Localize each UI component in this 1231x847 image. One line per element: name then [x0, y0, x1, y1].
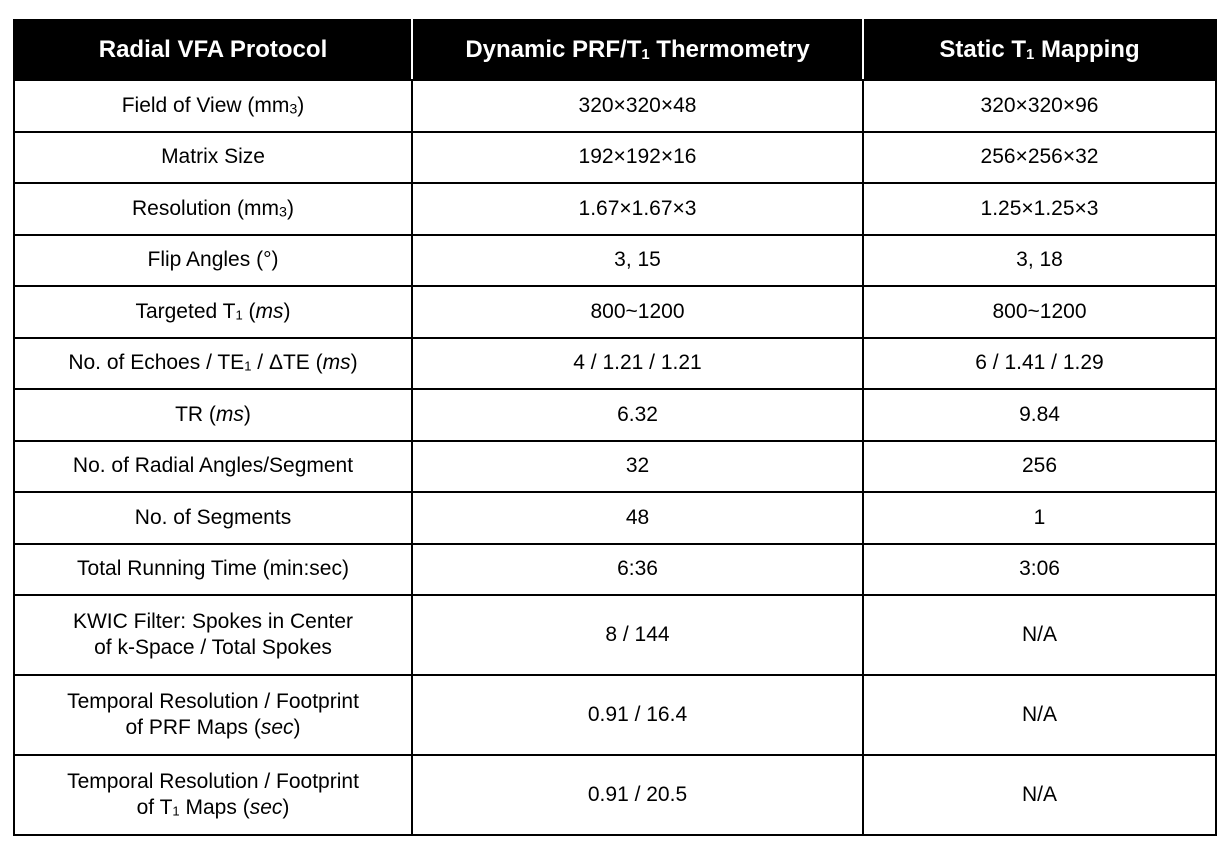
row-label: [14, 675, 412, 755]
label-line-1: KWIC Filter: Spokes in Center: [72, 609, 354, 633]
static-value: 320×320×96: [863, 80, 1216, 132]
label-text: TR (: [175, 402, 216, 426]
static-value: 256×256×32: [863, 132, 1216, 184]
static-value: 256: [863, 441, 1216, 493]
header-dynamic: [412, 20, 863, 80]
label-line-2: [21, 795, 405, 821]
static-value: 6 / 1.41 / 1.29: [863, 338, 1216, 390]
label-text: Resolution (mm: [132, 196, 280, 220]
table-row: [14, 80, 1216, 132]
label-text: ): [293, 716, 301, 739]
row-label: [14, 595, 412, 675]
label-italic-unit: ms: [322, 351, 351, 375]
static-value: N/A: [863, 675, 1216, 755]
table-row: [14, 675, 1216, 755]
label-text: ): [243, 402, 251, 426]
table-row: [14, 132, 1216, 184]
static-value: 800~1200: [863, 286, 1216, 338]
label-text: No. of Echoes / TE: [68, 351, 245, 375]
static-value: 3, 18: [863, 235, 1216, 287]
label-text: ): [283, 299, 291, 323]
label-text: Total Running Time (min:sec): [77, 557, 349, 581]
header-dynamic-pre: Dynamic PRF/T: [465, 36, 642, 63]
dynamic-value: 800~1200: [412, 286, 863, 338]
row-label: [14, 492, 412, 544]
label-text: of PRF Maps (: [125, 716, 261, 739]
table-row: [14, 286, 1216, 338]
dynamic-value: 6:36: [412, 544, 863, 596]
table-row: [14, 755, 1216, 835]
label-text: Maps (: [179, 796, 250, 819]
label-text: Matrix Size: [161, 145, 265, 169]
label-italic-unit: ms: [255, 299, 284, 323]
label-text: Field of View (mm: [121, 93, 290, 117]
table-row: [14, 492, 1216, 544]
static-value: 1: [863, 492, 1216, 544]
header-protocol-text: Radial VFA Protocol: [98, 36, 328, 63]
row-label: [14, 286, 412, 338]
dynamic-value: 8 / 144: [412, 595, 863, 675]
label-line-2: [21, 715, 405, 741]
label-text: No. of Radial Angles/Segment: [72, 454, 354, 478]
header-dynamic-post: Thermometry: [649, 36, 810, 63]
row-label: [14, 338, 412, 390]
header-row: [14, 20, 1216, 80]
static-value: N/A: [863, 755, 1216, 835]
row-label: [14, 235, 412, 287]
dynamic-value: 0.91 / 16.4: [412, 675, 863, 755]
label-text: (: [242, 299, 256, 323]
dynamic-value: 320×320×48: [412, 80, 863, 132]
dynamic-value: 1.67×1.67×3: [412, 183, 863, 235]
header-static: [863, 20, 1216, 80]
label-subscript: 1: [244, 358, 252, 374]
row-label: [14, 544, 412, 596]
table-header: [14, 20, 1216, 80]
dynamic-value: 3, 15: [412, 235, 863, 287]
header-static-pre: Static T: [939, 36, 1027, 63]
label-italic-unit: sec: [260, 716, 294, 739]
label-text: of T: [136, 796, 173, 819]
table-row: [14, 389, 1216, 441]
table-row: [14, 441, 1216, 493]
row-label: [14, 132, 412, 184]
row-label: [14, 441, 412, 493]
label-subscript: 1: [235, 307, 243, 323]
label-text: / ΔTE (: [251, 351, 323, 375]
label-text: ): [297, 93, 305, 117]
label-subscript: 3: [289, 101, 298, 118]
label-subscript: 1: [172, 803, 180, 819]
dynamic-value: 192×192×16: [412, 132, 863, 184]
label-text: No. of Segments: [134, 505, 292, 529]
table-body: [14, 80, 1216, 835]
header-dynamic-sub: 1: [641, 46, 650, 63]
dynamic-value: 6.32: [412, 389, 863, 441]
table-row: [14, 595, 1216, 675]
table-row: [14, 338, 1216, 390]
protocol-table-container: [13, 19, 1215, 836]
label-italic-unit: ms: [215, 402, 244, 426]
header-protocol: [14, 20, 412, 80]
table-row: [14, 183, 1216, 235]
row-label: [14, 755, 412, 835]
row-label: [14, 183, 412, 235]
row-label: [14, 389, 412, 441]
dynamic-value: 4 / 1.21 / 1.21: [412, 338, 863, 390]
label-subscript: 3: [279, 204, 287, 221]
label-text: ): [282, 796, 290, 819]
table-row: [14, 235, 1216, 287]
label-text: ): [286, 196, 294, 220]
label-line-1: Temporal Resolution / Footprint: [67, 769, 359, 793]
label-text: ): [350, 351, 358, 375]
label-text: Flip Angles (°): [147, 248, 279, 272]
static-value: 1.25×1.25×3: [863, 183, 1216, 235]
header-static-sub: 1: [1026, 46, 1035, 63]
protocol-table: [13, 19, 1217, 836]
dynamic-value: 0.91 / 20.5: [412, 755, 863, 835]
label-line-2: of k-Space / Total Spokes: [94, 636, 332, 659]
static-value: 3:06: [863, 544, 1216, 596]
static-value: 9.84: [863, 389, 1216, 441]
label-line-1: Temporal Resolution / Footprint: [67, 689, 359, 713]
label-italic-unit: sec: [249, 796, 283, 819]
table-row: [14, 544, 1216, 596]
static-value: N/A: [863, 595, 1216, 675]
dynamic-value: 48: [412, 492, 863, 544]
header-static-post: Mapping: [1034, 36, 1140, 63]
row-label: [14, 80, 412, 132]
dynamic-value: 32: [412, 441, 863, 493]
label-text: Targeted T: [135, 299, 236, 323]
